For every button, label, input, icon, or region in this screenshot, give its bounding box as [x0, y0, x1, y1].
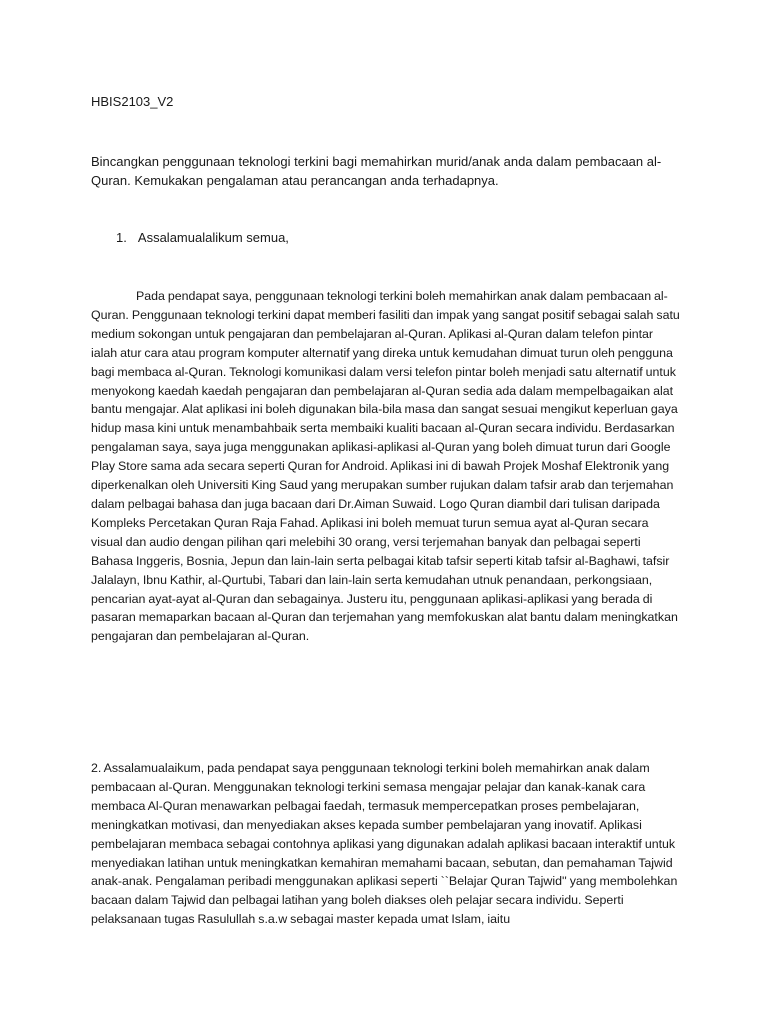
item-1-greeting: Assalamualalikum semua,	[137, 230, 289, 245]
item-1-number: 1.	[116, 230, 127, 245]
item-1-heading	[116, 229, 289, 247]
item-1-paragraph: Pada pendapat saya, penggunaan teknologi terkini boleh memahirkan anak dalam pembacaan al-Quran. Penggunaan teknologi terkini dapat memberi fasiliti dan impak yang sangat positif sebagai salah satu medium sokongan untuk pengajaran dan pembelajaran al-Quran. Aplikasi al-Quran dalam telefon pintar ialah atur cara atau program komputer alternatif yang direka untuk kemudahan dimuat turun oleh pengguna bagi membaca al-Quran. Teknologi komunikasi dalam versi telefon pintar boleh menjadi satu alternatif untuk menyokong kaedah kaedah pengajaran dan pembelajaran al-Quran sedia ada dalam mempelbagaikan alat bantu mengajar. Alat aplikasi ini boleh digunakan bila-bila masa dan sangat sesuai mengikut keperluan gaya hidup masa kini untuk menambahbaik serta membaiki kualiti bacaan al-Quran secara individu. Berdasarkan pengalaman saya, saya juga menggunakan aplikasi-aplikasi al-Quran yang boleh dimuat turun dari Google Play Store sama ada secara seperti Quran for Android. Aplikasi ini di bawah Projek Moshaf Elektronik yang diperkenalkan oleh Universiti King Saud yang merupakan sumber rujukan dalam tafsir arab dan terjemahan dalam pelbagai bahasa dan juga bacaan dari Dr.Aiman Suwaid. Logo Quran diambil dari tulisan daripada Kompleks Percetakan Quran Raja Fahad. Aplikasi ini boleh memuat turun semua ayat al-Quran secara visual dan audio dengan pilihan qari melebihi 30 orang, versi terjemahan banyak dan pelbagai seperti Bahasa Inggeris, Bosnia, Jepun dan lain-lain serta pelbagai kitab tafsir seperti kitab tafsir al-Baghawi, tafsir Jalalayn, Ibnu Kathir, al-Qurtubi, Tabari dan lain-lain serta kemudahan utnuk penandaan, perkongsiaan, pencarian ayat-ayat al-Quran dan sebagainya. Justeru itu, penggunaan aplikasi-aplikasi yang berada di pasaran memaparkan bacaan al-Quran dan terjemahan yang memfokuskan alat bantu dalam meningkatkan pengajaran dan pembelajaran al-Quran.	[91, 289, 680, 644]
question-text: Bincangkan penggunaan teknologi terkini bagi memahirkan murid/anak anda dalam pembacaan al-Quran. Kemukakan pengalaman atau perancangan anda terhadapnya.	[91, 154, 662, 188]
item-2-paragraph: 2. Assalamualaikum, pada pendapat saya penggunaan teknologi terkini boleh memahirkan anak dalam pembacaan al-Quran. Menggunakan teknologi terkini semasa mengajar pelajar dan kanak-kanak cara membaca Al-Quran menawarkan pelbagai faedah, termasuk mempercepatkan proses pembelajaran, meningkatkan motivasi, dan menyediakan akses kepada sumber pembelajaran yang inovatif. Aplikasi pembelajaran membaca sebagai contohnya aplikasi yang digunakan adalah aplikasi bacaan interaktif untuk menyediakan latihan untuk meningkatkan kemahiran memahami bacaan, sebutan, dan pemahaman Tajwid anak-anak. Pengalaman peribadi menggunakan aplikasi seperti ``Belajar Quran Tajwid'' yang membolehkan bacaan dalam Tajwid dan pelbagai latihan yang boleh diakses oleh pelajar secara individu. Seperti pelaksanaan tugas Rasulullah s.a.w sebagai master kepada umat Islam, iaitu	[91, 761, 678, 927]
document-title: HBIS2103_V2	[91, 94, 174, 109]
